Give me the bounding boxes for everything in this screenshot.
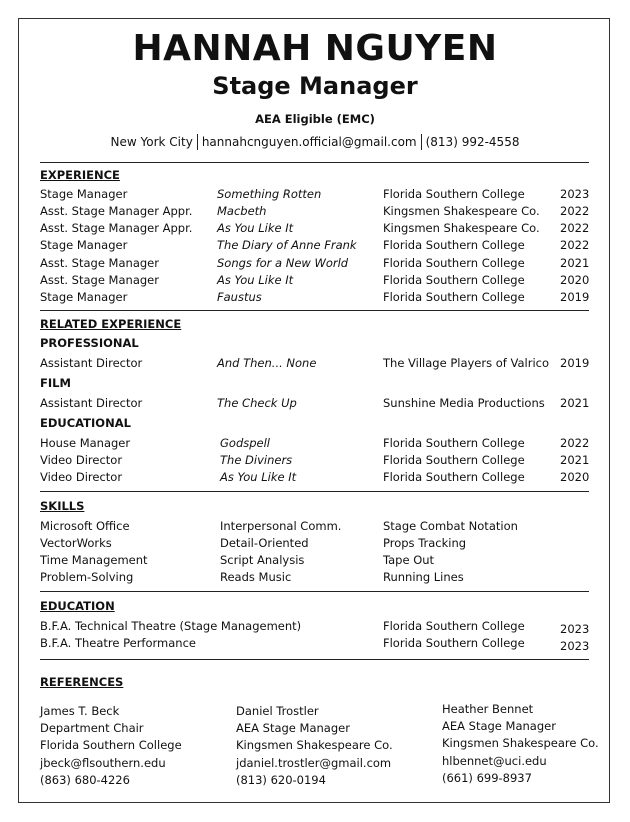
skill-item: Running Lines [383, 570, 464, 584]
contact-divider [197, 134, 198, 150]
skill-item: Interpersonal Comm. [220, 519, 342, 533]
reference-card [236, 703, 393, 789]
candidate-name: HANNAH NGUYEN [132, 28, 498, 69]
reference-card [442, 701, 599, 787]
reference-name: Daniel Trostler [236, 704, 319, 718]
related-org: The Village Players of Valrico [383, 356, 549, 370]
professional-subheading: PROFESSIONAL [40, 336, 139, 350]
experience-org: Florida Southern College [383, 256, 525, 270]
skill-item: Stage Combat Notation [383, 519, 518, 533]
reference-name: James T. Beck [40, 704, 120, 718]
related-show: Godspell [220, 436, 271, 450]
reference-phone[interactable]: (661) 699-8937 [442, 770, 532, 785]
related-org: Florida Southern College [383, 470, 525, 484]
union-eligibility: AEA Eligible (EMC) [255, 112, 375, 126]
section-divider [40, 491, 589, 492]
experience-role: Stage Manager [40, 187, 128, 201]
education-school: Florida Southern College [383, 619, 525, 633]
experience-show: Faustus [217, 290, 262, 304]
experience-org: Kingsmen Shakespeare Co. [383, 221, 540, 235]
skill-item: Script Analysis [220, 553, 305, 567]
education-year: 2023 [560, 622, 590, 636]
experience-show: The Diary of Anne Frank [217, 238, 357, 252]
reference-phone[interactable]: (863) 680-4226 [40, 772, 130, 787]
skill-item: Problem-Solving [40, 570, 134, 584]
experience-org: Florida Southern College [383, 187, 525, 201]
skill-item: Detail-Oriented [220, 536, 309, 550]
experience-year: 2022 [560, 204, 590, 218]
related-show: The Diviners [220, 453, 293, 467]
experience-year: 2020 [560, 273, 590, 287]
related-org: Florida Southern College [383, 436, 525, 450]
education-degree: B.F.A. Technical Theatre (Stage Management) [40, 619, 302, 633]
reference-name: Heather Bennet [442, 702, 534, 716]
reference-phone[interactable]: (813) 620-0194 [236, 772, 326, 787]
section-divider [40, 659, 589, 660]
reference-title: AEA Stage Manager [236, 721, 350, 736]
skill-item: Props Tracking [383, 536, 467, 550]
experience-year: 2021 [560, 256, 590, 270]
contact-divider [421, 134, 422, 150]
related-role: Video Director [40, 470, 123, 484]
skill-item: Microsoft Office [40, 519, 130, 533]
reference-email[interactable]: jbeck@flsouthern.edu [40, 755, 166, 770]
experience-org: Florida Southern College [383, 290, 525, 304]
experience-year: 2019 [560, 290, 590, 304]
related-role: Video Director [40, 453, 123, 467]
skill-item: Reads Music [220, 570, 292, 584]
experience-org: Florida Southern College [383, 273, 525, 287]
film-subheading: FILM [40, 376, 71, 390]
skill-item: Time Management [40, 553, 148, 567]
related-year: 2021 [560, 453, 590, 467]
related-org: Florida Southern College [383, 453, 525, 467]
education-school: Florida Southern College [383, 636, 525, 650]
related-show: As You Like It [220, 470, 297, 484]
experience-org: Florida Southern College [383, 238, 525, 252]
experience-role: Asst. Stage Manager Appr. [40, 204, 193, 218]
related-experience-heading: RELATED EXPERIENCE [40, 317, 182, 331]
related-role: Assistant Director [40, 396, 143, 410]
education-heading: EDUCATION [40, 599, 115, 613]
experience-show: As You Like It [217, 221, 294, 235]
experience-show: Something Rotten [217, 187, 322, 201]
experience-heading: EXPERIENCE [40, 168, 120, 182]
experience-year: 2023 [560, 187, 590, 201]
experience-role: Asst. Stage Manager [40, 256, 159, 270]
reference-title: AEA Stage Manager [442, 719, 556, 734]
reference-card [40, 703, 182, 789]
section-divider [40, 591, 589, 592]
contact-phone[interactable]: (813) 992-4558 [425, 135, 520, 149]
reference-org: Kingsmen Shakespeare Co. [442, 736, 599, 751]
experience-year: 2022 [560, 221, 590, 235]
experience-org: Kingsmen Shakespeare Co. [383, 204, 540, 218]
candidate-title: Stage Manager [212, 72, 418, 100]
experience-show: Songs for a New World [217, 256, 349, 270]
section-divider [40, 310, 589, 311]
education-year: 2023 [560, 639, 590, 653]
related-role: Assistant Director [40, 356, 143, 370]
related-role: House Manager [40, 436, 131, 450]
related-year: 2020 [560, 470, 590, 484]
related-year: 2021 [560, 396, 590, 410]
experience-role: Stage Manager [40, 290, 128, 304]
section-divider [40, 162, 589, 163]
related-year: 2022 [560, 436, 590, 450]
related-show: The Check Up [217, 396, 297, 410]
educational-subheading: EDUCATIONAL [40, 416, 131, 430]
experience-show: Macbeth [217, 204, 267, 218]
experience-role: Asst. Stage Manager Appr. [40, 221, 193, 235]
references-heading: REFERENCES [40, 675, 124, 689]
contact-line [0, 134, 630, 150]
experience-role: Stage Manager [40, 238, 128, 252]
experience-year: 2022 [560, 238, 590, 252]
related-year: 2019 [560, 356, 590, 370]
education-degree: B.F.A. Theatre Performance [40, 636, 196, 650]
contact-location: New York City [110, 135, 193, 149]
skill-item: Tape Out [383, 553, 435, 567]
skills-heading: SKILLS [40, 499, 85, 513]
reference-email[interactable]: jdaniel.trostler@gmail.com [236, 755, 392, 770]
related-show: And Then... None [217, 356, 317, 370]
related-org: Sunshine Media Productions [383, 396, 545, 410]
skill-item: VectorWorks [40, 536, 112, 550]
experience-show: As You Like It [217, 273, 294, 287]
experience-role: Asst. Stage Manager [40, 273, 159, 287]
contact-email[interactable]: hannahcnguyen.official@gmail.com [201, 135, 417, 149]
reference-title: Department Chair [40, 721, 144, 736]
reference-org: Florida Southern College [40, 738, 182, 753]
reference-email[interactable]: hlbennet@uci.edu [442, 753, 547, 768]
reference-org: Kingsmen Shakespeare Co. [236, 738, 393, 753]
